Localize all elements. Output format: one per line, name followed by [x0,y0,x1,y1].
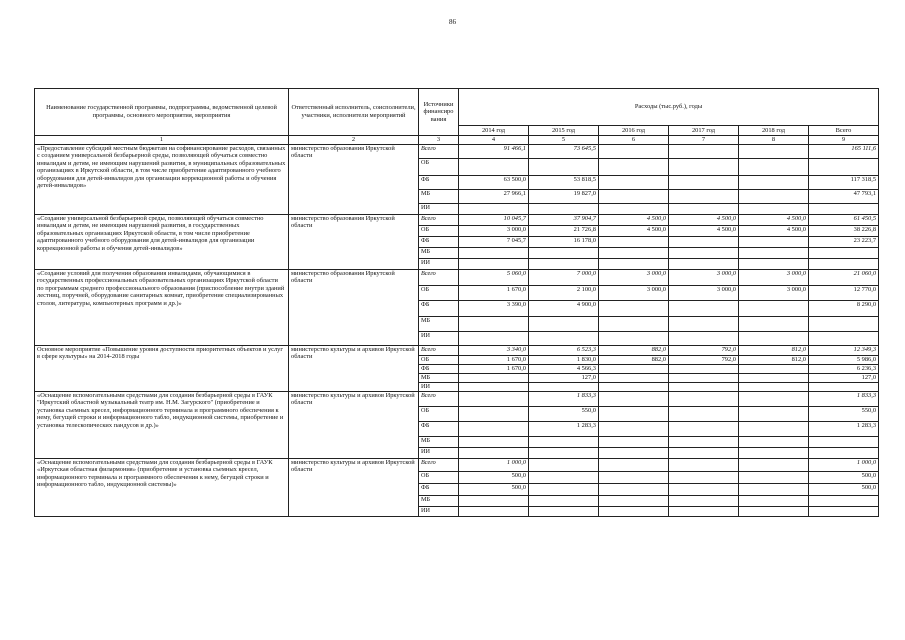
funding-source: ОБ [419,355,459,364]
funding-source: МБ [419,436,459,447]
expense-value [739,364,809,373]
funding-source: МБ [419,247,459,258]
expense-value [459,421,529,436]
funding-source: МБ [419,495,459,506]
expense-value [669,447,739,458]
expense-value [669,471,739,483]
expense-value: 500,0 [459,483,529,495]
expense-value [599,203,669,214]
expense-value [529,258,599,269]
expense-value: 1 283,3 [529,421,599,436]
funding-source: ОБ [419,285,459,300]
expense-value [809,316,879,331]
expense-value [599,495,669,506]
measure-executor: министерство образования Иркутской области [289,269,419,345]
expense-value: 127,0 [529,373,599,382]
expense-value [459,506,529,516]
expense-value [599,236,669,247]
expense-value: 37 904,7 [529,214,599,225]
expense-value [529,316,599,331]
table-row [35,144,879,158]
expense-value: 8 290,0 [809,300,879,316]
expense-value: 1 830,0 [529,355,599,364]
expense-value: 1 833,3 [529,391,599,406]
measure-executor: министерство культуры и архивов Иркутской области [289,345,419,391]
header-year: 2018 год [739,126,809,136]
expense-value [809,436,879,447]
expense-value [459,316,529,331]
measure-executor: министерство образования Иркутской области [289,214,419,269]
expense-value [529,471,599,483]
expense-value [739,406,809,421]
expense-value [669,506,739,516]
expense-value [669,421,739,436]
expense-value [599,316,669,331]
header-year: 2015 год [529,126,599,136]
funding-source: Всего [419,144,459,158]
expense-value: 73 645,5 [529,144,599,158]
header-expenses: Расходы (тыс.руб.), годы [459,89,879,126]
expense-value [459,391,529,406]
expense-value [599,447,669,458]
expense-value [739,175,809,189]
expense-value: 792,0 [669,345,739,355]
funding-source: Всего [419,391,459,406]
expense-value: 4 500,0 [669,214,739,225]
header-executor: Ответственный исполнитель, соисполнители, участники, исполнители мероприятий [289,89,419,136]
expense-value [599,382,669,391]
expense-value: 500,0 [459,471,529,483]
expense-value [739,447,809,458]
expense-value [809,158,879,175]
funding-source: ИИ [419,258,459,269]
expense-value: 4 500,0 [739,225,809,236]
header-year: 2016 год [599,126,669,136]
expense-value: 117 318,5 [809,175,879,189]
expense-value [739,144,809,158]
page-number: 86 [449,18,456,26]
funding-source: ИИ [419,203,459,214]
expense-value: 61 450,5 [809,214,879,225]
expense-value [459,158,529,175]
expense-value [669,406,739,421]
expense-value: 882,0 [599,355,669,364]
funding-source: ИИ [419,506,459,516]
expense-value [529,203,599,214]
expense-value [739,436,809,447]
header-row [35,89,879,126]
funding-source: ОБ [419,406,459,421]
expense-value: 1 670,0 [459,355,529,364]
expense-value: 1 670,0 [459,285,529,300]
column-number: 2 [289,136,419,145]
expense-value [669,458,739,471]
expense-value: 7 045,7 [459,236,529,247]
expense-value [739,203,809,214]
expense-value [459,406,529,421]
expense-value [599,391,669,406]
expense-value [459,436,529,447]
expense-value [599,364,669,373]
expense-value [669,158,739,175]
expense-value [739,247,809,258]
expense-value [739,506,809,516]
expense-value [739,236,809,247]
expense-value: 91 466,1 [459,144,529,158]
expense-value [669,175,739,189]
expense-value [599,175,669,189]
expense-value: 165 111,6 [809,144,879,158]
expense-value [599,247,669,258]
expense-value: 812,0 [739,355,809,364]
expense-value: 4 500,0 [599,225,669,236]
column-number: 9 [809,136,879,145]
expense-value [669,382,739,391]
expense-value: 2 100,0 [529,285,599,300]
expense-value [669,316,739,331]
expense-value: 38 226,8 [809,225,879,236]
expense-value [739,189,809,203]
expense-value [599,331,669,345]
expense-value [599,144,669,158]
expense-value [739,421,809,436]
header-name: Наименование государственной программы, подпрограммы, ведомственной целевой программы, основного мероприятия, мероприятия [35,89,289,136]
expense-value [809,382,879,391]
expense-value: 3 000,0 [739,269,809,285]
expense-value [459,258,529,269]
expense-value: 7 000,0 [529,269,599,285]
funding-source: ФБ [419,364,459,373]
expense-value: 53 818,5 [529,175,599,189]
expense-value [669,144,739,158]
header-source: Источники финансиро вания [419,89,459,136]
column-number: 5 [529,136,599,145]
expense-value [809,331,879,345]
expense-value [529,382,599,391]
expense-value: 3 000,0 [669,285,739,300]
expense-value [529,436,599,447]
expense-value: 5 060,0 [459,269,529,285]
funding-source: Всего [419,345,459,355]
expense-value [739,382,809,391]
expense-value [669,436,739,447]
expense-value: 4 900,0 [529,300,599,316]
expense-value [669,391,739,406]
column-number: 7 [669,136,739,145]
expense-value: 3 340,0 [459,345,529,355]
expense-value: 1 000,0 [459,458,529,471]
expense-value [809,247,879,258]
funding-source: МБ [419,373,459,382]
expense-value [459,247,529,258]
expense-value [529,331,599,345]
expense-value [739,471,809,483]
measure-name: Основное мероприятие «Повышение уровня доступности приоритетных объектов и услуг в сфере культуры» на 2014-2018 годы [35,345,289,391]
expense-value: 792,0 [669,355,739,364]
expense-value: 4 500,0 [669,225,739,236]
measure-executor: министерство культуры и архивов Иркутской области [289,458,419,516]
expense-value [599,483,669,495]
funding-source: Всего [419,269,459,285]
funding-source: ИИ [419,331,459,345]
expense-value [599,436,669,447]
expense-value: 3 000,0 [459,225,529,236]
expense-value [669,247,739,258]
expense-value [459,373,529,382]
expense-value: 4 566,3 [529,364,599,373]
expense-value: 1 833,3 [809,391,879,406]
header-year: 2014 год [459,126,529,136]
expense-value [669,300,739,316]
expense-value: 3 390,0 [459,300,529,316]
expense-value: 500,0 [809,471,879,483]
expense-value [669,258,739,269]
table-row [35,269,879,285]
table-row [35,391,879,406]
funding-source: ФБ [419,421,459,436]
expense-value [669,203,739,214]
funding-source: МБ [419,189,459,203]
expense-value: 882,0 [599,345,669,355]
expense-value [669,331,739,345]
expense-value [669,495,739,506]
expense-value: 3 000,0 [599,285,669,300]
expense-value: 1 283,3 [809,421,879,436]
expense-value: 550,0 [529,406,599,421]
expense-value: 500,0 [809,483,879,495]
funding-source: ФБ [419,175,459,189]
expense-value [459,447,529,458]
expense-value: 21 726,8 [529,225,599,236]
expense-value [809,495,879,506]
table-row [35,345,879,355]
expense-value: 127,0 [809,373,879,382]
measure-name: «Оснащение вспомогательными средствами для создания безбарьерной среды в ГАУК «Иркутская областная филармония» (приобретение и установка съемных кресел, информационного терминала и программного обеспечения к нему, бегущей строки и информационного табло, индукционной системы)» [35,458,289,516]
funding-source: Всего [419,214,459,225]
expense-value: 12 349,3 [809,345,879,355]
expense-value: 4 500,0 [739,214,809,225]
expense-value: 63 500,0 [459,175,529,189]
expense-value: 1 000,0 [809,458,879,471]
expense-value: 812,0 [739,345,809,355]
expense-value: 19 827,0 [529,189,599,203]
funding-source: ИИ [419,382,459,391]
expense-value: 6 523,3 [529,345,599,355]
expense-value [599,258,669,269]
header-year: 2017 год [669,126,739,136]
expense-value: 23 223,7 [809,236,879,247]
column-number: 8 [739,136,809,145]
column-number-row [35,136,879,145]
expense-value [599,471,669,483]
expense-value [529,158,599,175]
expense-value [599,189,669,203]
expense-value [669,189,739,203]
table-row [35,458,879,471]
expense-value: 27 966,1 [459,189,529,203]
expense-value [529,447,599,458]
expense-value [669,236,739,247]
expense-value: 47 793,1 [809,189,879,203]
expense-value: 16 178,0 [529,236,599,247]
funding-source: Всего [419,458,459,471]
expense-value [459,203,529,214]
expense-value: 4 500,0 [599,214,669,225]
measure-executor: министерство культуры и архивов Иркутской области [289,391,419,458]
table-row [35,214,879,225]
expense-value [459,495,529,506]
measure-executor: министерство образования Иркутской области [289,144,419,214]
expense-value [529,495,599,506]
funding-source: ОБ [419,225,459,236]
expense-value [669,364,739,373]
expense-value [599,506,669,516]
expense-value [599,406,669,421]
expense-value [809,447,879,458]
expense-value: 1 670,0 [459,364,529,373]
expense-value: 10 045,7 [459,214,529,225]
funding-source: ОБ [419,158,459,175]
expense-value [739,495,809,506]
expense-value [809,258,879,269]
expense-value [669,373,739,382]
table-body [35,144,879,516]
column-number: 3 [419,136,459,145]
column-number: 1 [35,136,289,145]
expense-value [459,382,529,391]
expense-value [599,373,669,382]
expense-value [599,458,669,471]
expense-value [739,258,809,269]
header-year: Всего [809,126,879,136]
expense-value: 21 060,0 [809,269,879,285]
expense-value [739,483,809,495]
expense-value: 12 770,0 [809,285,879,300]
expense-value [739,458,809,471]
expense-value [739,391,809,406]
budget-table [34,88,879,517]
expense-value: 5 986,0 [809,355,879,364]
expense-value: 3 000,0 [599,269,669,285]
column-number: 4 [459,136,529,145]
funding-source: МБ [419,316,459,331]
expense-value [459,331,529,345]
expense-value [739,158,809,175]
expense-value: 6 236,3 [809,364,879,373]
measure-name: «Создание условий для получения образования инвалидами, обучающимися в государственных профессиональных образовательных организациях Иркутской области по программам среднего профессионального образования (приспособление внутри зданий лестниц, поручней, оборудование санитарных комнат, приобретение специализированных столов, литературы, компьютерных программ и др.)» [35,269,289,345]
expense-value [739,300,809,316]
expense-value [739,373,809,382]
expense-value [529,247,599,258]
measure-name: «Предоставление субсидий местным бюджетам на софинансирование расходов, связанных с созданием универсальной безбарьерной среды, позволяющей обучаться совместно инвалидам и детям, не имеющим нарушений развития, в муниципальных образовательных организациях в Иркутской области, в том числе приобретение адаптированного учебного оборудования для детей-инвалидов для организации коррекционной работы и обучения детей-инвалидов» [35,144,289,214]
measure-name: «Создание универсальной безбарьерной среды, позволяющей обучаться совместно инвалидам и детям, не имеющим нарушений развития, в государственных образовательных организациях Иркутской области, в том числе приобретение адаптированного учебного оборудования для детей-инвалидов для организации коррекционной работы и обучения детей-инвалидов» [35,214,289,269]
expense-value: 3 000,0 [669,269,739,285]
funding-source: ОБ [419,471,459,483]
expense-value [739,331,809,345]
expense-value [529,506,599,516]
funding-source: ФБ [419,483,459,495]
expense-value [739,316,809,331]
expense-value [599,300,669,316]
expense-value [809,203,879,214]
funding-source: ФБ [419,236,459,247]
funding-source: ФБ [419,300,459,316]
expense-value [529,458,599,471]
expense-value [809,506,879,516]
expense-value [599,158,669,175]
expense-value [529,483,599,495]
funding-source: ИИ [419,447,459,458]
expense-value: 550,0 [809,406,879,421]
expense-value: 3 000,0 [739,285,809,300]
expense-value [669,483,739,495]
measure-name: «Оснащение вспомогательными средствами для создания безбарьерной среды в ГАУК "Иркутский областной музыкальный театр им. Н.М. Загурского" (приобретение и установка съемных кресел, информационного терминала и программного обеспечения к нему, бегущей строки и информационного табло, индукционной системы, приобретение и установка телескопических пандусов и др.)» [35,391,289,458]
expense-value [599,421,669,436]
column-number: 6 [599,136,669,145]
